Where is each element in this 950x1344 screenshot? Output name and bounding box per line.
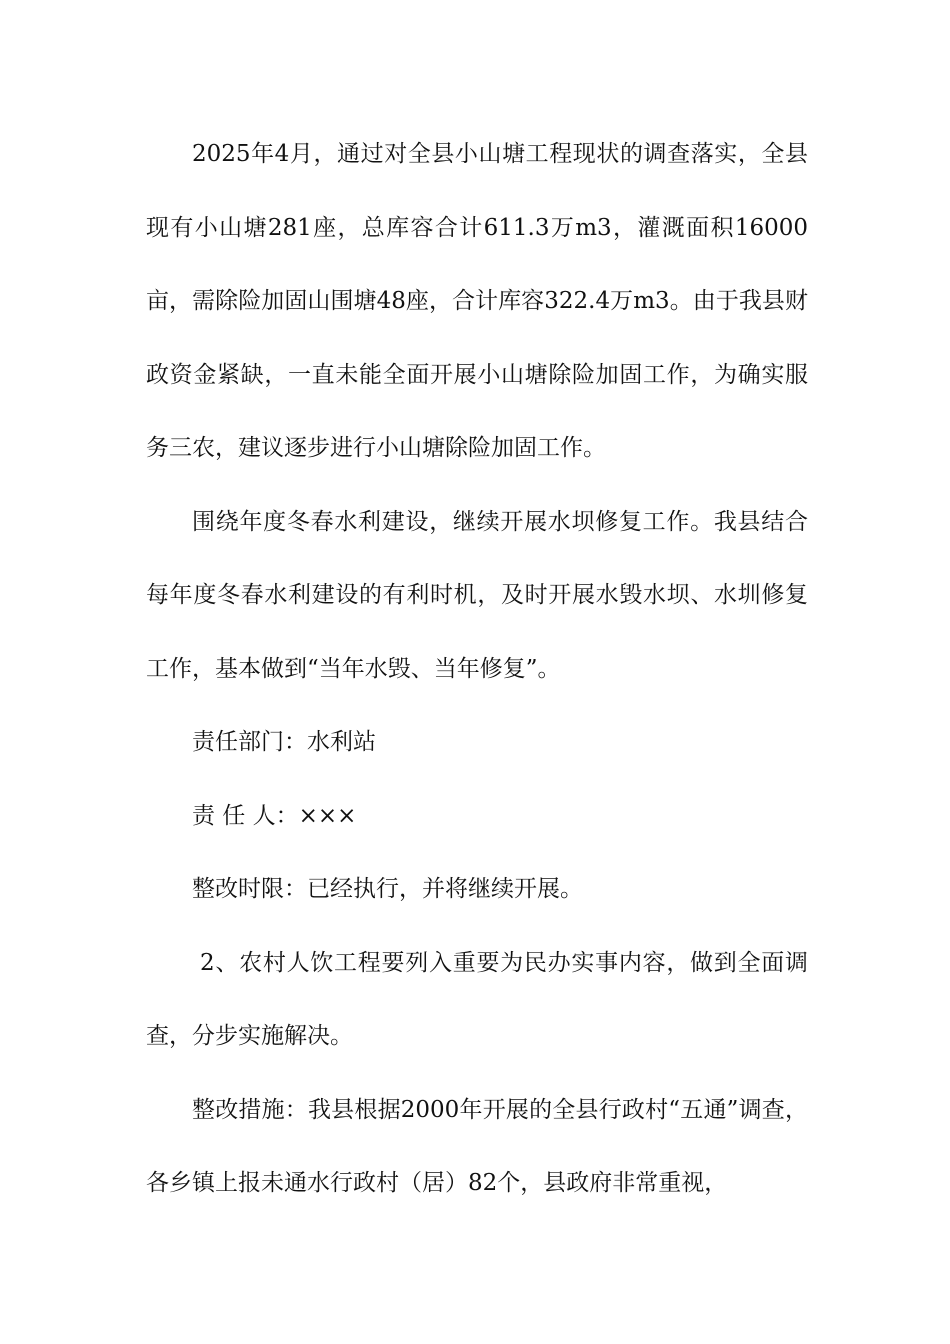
- paragraph-small-pond-survey: 2025年4月，通过对全县小山塘工程现状的调查落实，全县现有小山塘281座，总库容合计611.3万m3，灌溉面积16000亩，需除险加固山围塘48座，合计库容322.4万m3。由于我县财政资金紧缺，一直未能全面开展小山塘除险加固工作，为确实服务三农，建议逐步进行小山塘除险加固工作。: [146, 141, 808, 461]
- paragraph-rectification-deadline: 整改时限：已经执行，并将继续开展。: [192, 876, 583, 902]
- paragraph-responsible-department: 责任部门：水利站: [192, 729, 376, 755]
- paragraph-responsible-person: 责 任 人：×××: [192, 802, 357, 829]
- document-body: [146, 118, 808, 1221]
- paragraph-item-2-heading: 2、农村人饮工程要列入重要为民办实事内容，做到全面调查，分步实施解决。: [146, 949, 808, 1049]
- paragraph-dam-repair: 围绕年度冬春水利建设，继续开展水坝修复工作。我县结合每年度冬春水利建设的有利时机，及时开展水毁水坝、水圳修复工作，基本做到“当年水毁、当年修复”。: [146, 508, 808, 682]
- paragraph-rectification-measures: 整改措施：我县根据2000年开展的全县行政村“五通”调查，各乡镇上报未通水行政村（居）82个，县政府非常重视，: [146, 1096, 808, 1196]
